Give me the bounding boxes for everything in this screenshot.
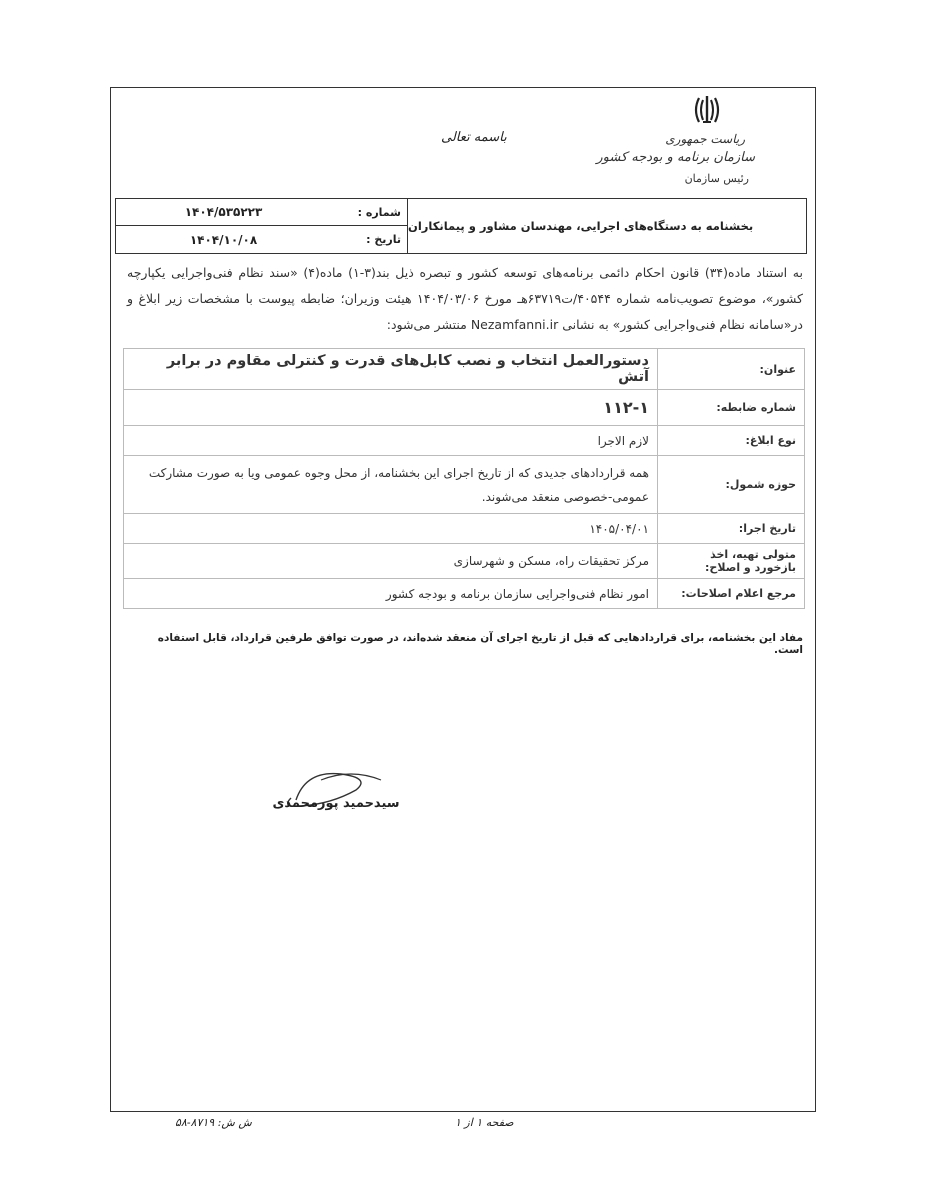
- spec-value-authority: امور نظام فنی‌واجرایی سازمان برنامه و بودجه کشور: [124, 579, 658, 609]
- org-line-presidency: ریاست جمهوری: [665, 132, 745, 146]
- letter-frame: [110, 87, 816, 1112]
- spec-label: متولی تهیه، اخذ بازخورد و اصلاح:: [658, 544, 805, 579]
- spec-row-type: [124, 426, 805, 456]
- spec-label: مرجع اعلام اصلاحات:: [658, 579, 805, 609]
- number-date-box: [116, 199, 408, 253]
- org-line-organization: سازمان برنامه و بودجه کشور: [596, 150, 755, 165]
- signature-scribble-icon: [261, 760, 411, 830]
- spec-label: شماره ضابطه:: [658, 390, 805, 426]
- letter-number: ۱۴۰۴/۵۳۵۲۲۳: [184, 205, 263, 219]
- signer-name: سیدحمید پورمحمدی: [272, 796, 400, 811]
- letter-date: ۱۴۰۴/۱۰/۰۸: [189, 232, 258, 247]
- footer-page-number: صفحه ۱ از ۱: [455, 1116, 514, 1129]
- spec-row-scope: [124, 456, 805, 514]
- applicability-note: مفاد این بخشنامه، برای قراردادهایی که قبل از تاریخ اجرای آن منعقد شده‌اند، در صورت توافق طرفین قرارداد، قابل استفاده است.: [157, 632, 803, 656]
- intro-paragraph: به استناد ماده(۳۴) قانون احکام دائمی برنامه‌های توسعه کشور و تبصره ذیل بند(۳-۱) ماده(۴) «سند نظام فنی‌واجرایی یکپارچه کشور»، موضوع تصویب‌نامه شماره ۴۰۵۴۴/ت۶۳۷۱۹هـ مورخ ۱۴۰۴/۰۳/۰۶ هیئت وزیران؛ ضابطه پیوست با مشخصات زیر ابلاغ و در«سامانه نظام فنی‌واجرایی کشور» به نشانی Nezamfanni.ir منتشر می‌شود:: [127, 265, 803, 332]
- recipient: بخشنامه به دستگاه‌های اجرایی، مهندسان مشاور و پیمانکاران: [408, 219, 754, 233]
- footer-code: ش ش: ۸۷۱۹-۵۸: [175, 1116, 252, 1129]
- spec-row-authority: [124, 579, 805, 609]
- signature-block: [261, 760, 411, 830]
- spec-value-responsible: مرکز تحقیقات راه، مسکن و شهرسازی: [124, 544, 658, 579]
- date-label: تاریخ :: [366, 233, 401, 246]
- spec-label: حوزه شمول:: [658, 456, 805, 514]
- spec-row-code: [124, 390, 805, 426]
- spec-value-type: لازم الاجرا: [124, 426, 658, 456]
- spec-label: عنوان:: [658, 349, 805, 390]
- date-row: [116, 226, 407, 253]
- letter-header: [111, 88, 815, 198]
- org-line-head: رئیس سازمان: [684, 172, 749, 185]
- number-label: شماره :: [357, 205, 401, 219]
- spec-table: [123, 348, 805, 609]
- basmala: باسمه تعالی: [441, 130, 507, 145]
- spec-row-responsible: [124, 544, 805, 579]
- spec-value-code: ۱۱۲-۱: [124, 390, 658, 426]
- spec-value-title: دستورالعمل انتخاب و نصب کابل‌های قدرت و کنترلی مقاوم در برابر آتش: [124, 349, 658, 390]
- spec-row-effective-date: [124, 514, 805, 544]
- number-row: [116, 199, 407, 226]
- spec-value-effective-date: ۱۴۰۵/۰۴/۰۱: [124, 514, 658, 544]
- letter-info-box: [115, 198, 807, 254]
- spec-label: نوع ابلاغ:: [658, 426, 805, 456]
- iran-emblem-icon: [689, 92, 725, 128]
- spec-label: تاریخ اجرا:: [658, 514, 805, 544]
- spec-value-scope: همه قراردادهای جدیدی که از تاریخ اجرای این بخشنامه، از محل وجوه عمومی و‌یا به صورت مشارکت عمومی-خصوصی منعقد می‌شوند.: [124, 456, 658, 514]
- spec-row-title: [124, 349, 805, 390]
